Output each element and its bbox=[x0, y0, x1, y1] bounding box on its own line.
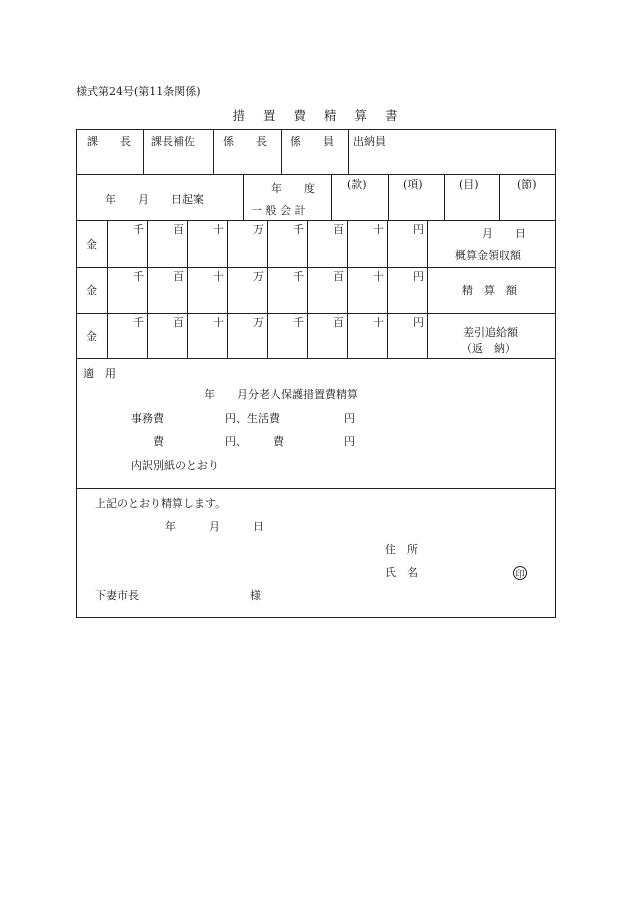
breakdown-note: 内訳別紙のとおり bbox=[131, 459, 219, 472]
title-char: 置 bbox=[262, 108, 276, 123]
form-number: 様式第24号(第11条関係) bbox=[76, 85, 201, 98]
assistant-chief-label: 課長補佐 bbox=[151, 135, 195, 148]
col-divider bbox=[387, 220, 388, 358]
col-divider bbox=[307, 220, 308, 358]
digit-unit: 円 bbox=[413, 223, 424, 236]
name-label: 氏 名 bbox=[385, 566, 418, 579]
section-chief-label: 課 長 bbox=[87, 135, 131, 148]
row-divider bbox=[77, 220, 555, 221]
col-divider bbox=[499, 174, 500, 220]
seal-icon: 印 bbox=[513, 566, 527, 580]
honorific: 様 bbox=[250, 589, 261, 602]
title-char: 書 bbox=[385, 108, 398, 123]
amount-prefix: 金 bbox=[86, 284, 97, 297]
title-char: 算 bbox=[354, 108, 368, 123]
cashier-label: 出納員 bbox=[353, 135, 386, 148]
receipt-date-label: 月 日 bbox=[482, 227, 526, 240]
digit-unit: 千 bbox=[133, 316, 144, 329]
digit-unit: 万 bbox=[253, 223, 264, 236]
digit-unit: 千 bbox=[293, 316, 304, 329]
setsu-label: (節) bbox=[517, 178, 537, 191]
moku-label: (目) bbox=[459, 178, 479, 191]
drafted-date-label: 年 月 日起案 bbox=[105, 193, 204, 206]
digit-unit: 百 bbox=[173, 223, 184, 236]
staff-label: 係 員 bbox=[290, 135, 334, 148]
amount-prefix: 金 bbox=[86, 330, 97, 343]
col-divider bbox=[147, 220, 148, 358]
digit-unit: 千 bbox=[133, 270, 144, 283]
digit-unit: 百 bbox=[333, 316, 344, 329]
digit-unit: 千 bbox=[293, 270, 304, 283]
yen-comma-label: 円、 bbox=[225, 435, 247, 448]
col-divider bbox=[267, 220, 268, 358]
settlement-amount-label: 精 算 額 bbox=[462, 284, 517, 297]
yen-living-cost-label: 円、生活費 bbox=[225, 412, 280, 425]
digit-unit: 十 bbox=[213, 316, 224, 329]
col-divider bbox=[227, 220, 228, 358]
cost-label: 費 bbox=[273, 435, 284, 448]
refund-label: （返 納） bbox=[461, 342, 516, 355]
col-divider bbox=[347, 220, 348, 358]
digit-unit: 十 bbox=[373, 270, 384, 283]
digit-unit: 百 bbox=[173, 316, 184, 329]
col-divider bbox=[187, 220, 188, 358]
summary-line-1: 年 月分老人保護措置費精算 bbox=[204, 388, 358, 401]
col-divider bbox=[143, 130, 144, 174]
title-char: 措 bbox=[232, 108, 245, 123]
yen-label: 円 bbox=[344, 412, 355, 425]
row-divider bbox=[77, 313, 555, 314]
general-account-label: 一 般 会 計 bbox=[251, 204, 306, 217]
col-divider bbox=[331, 174, 332, 220]
col-divider bbox=[281, 130, 282, 174]
document-title bbox=[0, 110, 630, 123]
col-divider bbox=[348, 130, 349, 174]
digit-unit: 千 bbox=[133, 223, 144, 236]
unit-chief-label: 係 長 bbox=[223, 135, 267, 148]
row-divider bbox=[77, 358, 555, 359]
col-divider bbox=[388, 174, 389, 220]
col-divider bbox=[107, 220, 108, 358]
addressee: 下妻市長 bbox=[95, 589, 139, 602]
digit-unit: 十 bbox=[213, 223, 224, 236]
office-cost-label: 事務費 bbox=[131, 412, 164, 425]
col-divider bbox=[444, 174, 445, 220]
declaration-date: 年 月 日 bbox=[165, 520, 264, 533]
amount-prefix: 金 bbox=[86, 238, 97, 251]
summary-heading: 適 用 bbox=[83, 367, 116, 380]
title-char: 費 bbox=[293, 108, 306, 123]
digit-unit: 十 bbox=[373, 223, 384, 236]
advance-received-label: 概算金領収額 bbox=[455, 249, 521, 262]
kan-label: (款) bbox=[347, 178, 367, 191]
col-divider bbox=[213, 130, 214, 174]
ko-label: (項) bbox=[403, 178, 423, 191]
digit-unit: 万 bbox=[253, 270, 264, 283]
row-divider bbox=[77, 488, 555, 489]
cost-label: 費 bbox=[153, 435, 164, 448]
digit-unit: 百 bbox=[333, 270, 344, 283]
address-label: 住 所 bbox=[385, 543, 418, 556]
row-divider bbox=[77, 174, 555, 175]
digit-unit: 円 bbox=[413, 316, 424, 329]
digit-unit: 百 bbox=[333, 223, 344, 236]
yen-label: 円 bbox=[344, 435, 355, 448]
declaration-statement: 上記のとおり精算します。 bbox=[95, 497, 227, 510]
row-divider bbox=[77, 267, 555, 268]
fiscal-year-label: 年 度 bbox=[271, 182, 315, 195]
col-divider bbox=[427, 220, 428, 358]
digit-unit: 千 bbox=[293, 223, 304, 236]
additional-payment-label: 差引追給額 bbox=[463, 326, 518, 339]
settlement-form-table bbox=[76, 129, 556, 618]
digit-unit: 円 bbox=[413, 270, 424, 283]
digit-unit: 万 bbox=[253, 316, 264, 329]
title-char: 精 bbox=[324, 108, 337, 123]
digit-unit: 十 bbox=[213, 270, 224, 283]
col-divider bbox=[243, 174, 244, 220]
digit-unit: 十 bbox=[373, 316, 384, 329]
digit-unit: 百 bbox=[173, 270, 184, 283]
